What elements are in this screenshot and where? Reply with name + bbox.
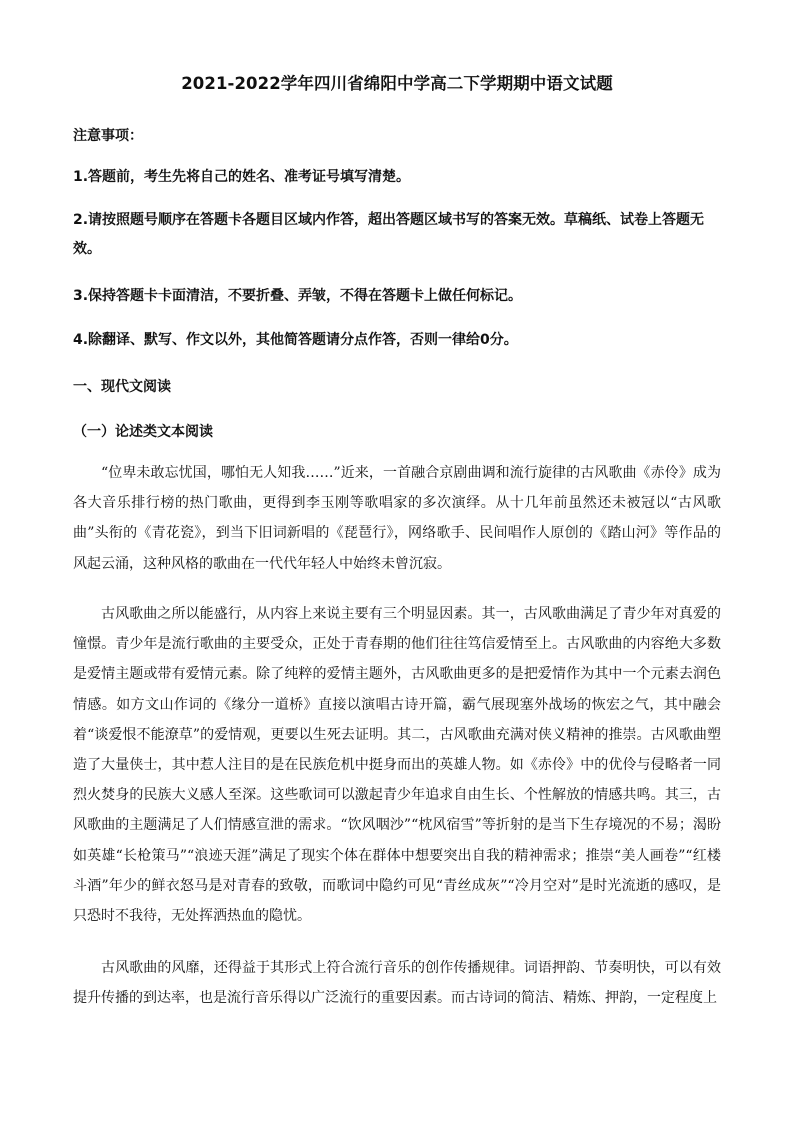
body-paragraph-1: “位卑未敢忘忧国，哪怕无人知我……”近来，一首融合京剧曲调和流行旋律的古风歌曲《赤伶》成为各大音乐排行榜的热门歌曲，更得到李玉刚等歌唱家的多次演绎。从十几年前虽然还未被冠以“古风歌曲”头衔的《青花瓷》，到当下旧词新唱的《琵琶行》，网络歌手、民间唱作人原创的《踏山河》等作品的风起云涌，这种风格的歌曲在一代代年轻人中始终未曾沉寂。 <box>73 465 721 572</box>
body-paragraph-3: 古风歌曲的风靡，还得益于其形式上符合流行音乐的创作传播规律。词语押韵、节奏明快，可以有效提升传播的到达率，也是流行音乐得以广泛流行的重要因素。而古诗词的简洁、精炼、押韵，一定程度上 <box>73 960 721 1007</box>
section-subheading: （一）论述类文本阅读 <box>73 424 213 440</box>
notice-item-4: 4.除翻译、默写、作文以外，其他简答题请分点作答，否则一律给0分。 <box>73 332 518 348</box>
body-paragraph-2: 古风歌曲之所以能盛行，从内容上来说主要有三个明显因素。其一，古风歌曲满足了青少年对真爱的憧憬。青少年是流行歌曲的主要受众，正处于青春期的他们往往笃信爱情至上。古风歌曲的内容绝大多数是爱情主题或带有爱情元素。除了纯粹的爱情主题外，古风歌曲更多的是把爱情作为其中一个元素去润色情感。如方文山作词的《缘分一道桥》直接以演唱古诗开篇，霸气展现塞外战场的恢宏之气，其中融会着“谈爱恨不能潦草”的爱情观，更要以生死去证明。其二，古风歌曲充满对侠义精神的推崇。古风歌曲塑造了大量侠士，其中惹人注目的是在民族危机中挺身而出的英雄人物。如《赤伶》中的优伶与侵略者一同烈火焚身的民族大义感人至深。这些歌词可以激起青少年追求自由生长、个性解放的情感共鸣。其三，古风歌曲的主题满足了人们情感宣泄的需求。“饮风咽沙”“枕风宿雪”等折射的是当下生存境况的不易；渴盼如英雄“长枪策马”“浪迹天涯”满足了现实个体在群体中想要突出自我的精神需求；推崇“美人画卷”“红楼斗酒”年少的鲜衣怒马是对青春的致敬，而歌词中隐约可见“青丝成灰”“冷月空对”是时光流逝的感叹，是只恐时不我待，无处挥洒热血的隐忧。 <box>73 606 721 925</box>
notice-heading: 注意事项： <box>73 128 143 144</box>
section-heading: 一、现代文阅读 <box>73 379 171 395</box>
notice-item-3: 3.保持答题卡卡面清洁，不要折叠、弄皱，不得在答题卡上做任何标记。 <box>73 288 523 304</box>
page-title: 2021-2022学年四川省绵阳中学高二下学期期中语文试题 <box>181 74 613 93</box>
notice-item-2: 2.请按照题号顺序在答题卡各题目区域内作答，超出答题区域书写的答案无效。草稿纸、试卷上答题无效。 <box>73 212 705 257</box>
notice-item-1: 1.答题前，考生先将自己的姓名、准考证号填写清楚。 <box>73 169 411 185</box>
